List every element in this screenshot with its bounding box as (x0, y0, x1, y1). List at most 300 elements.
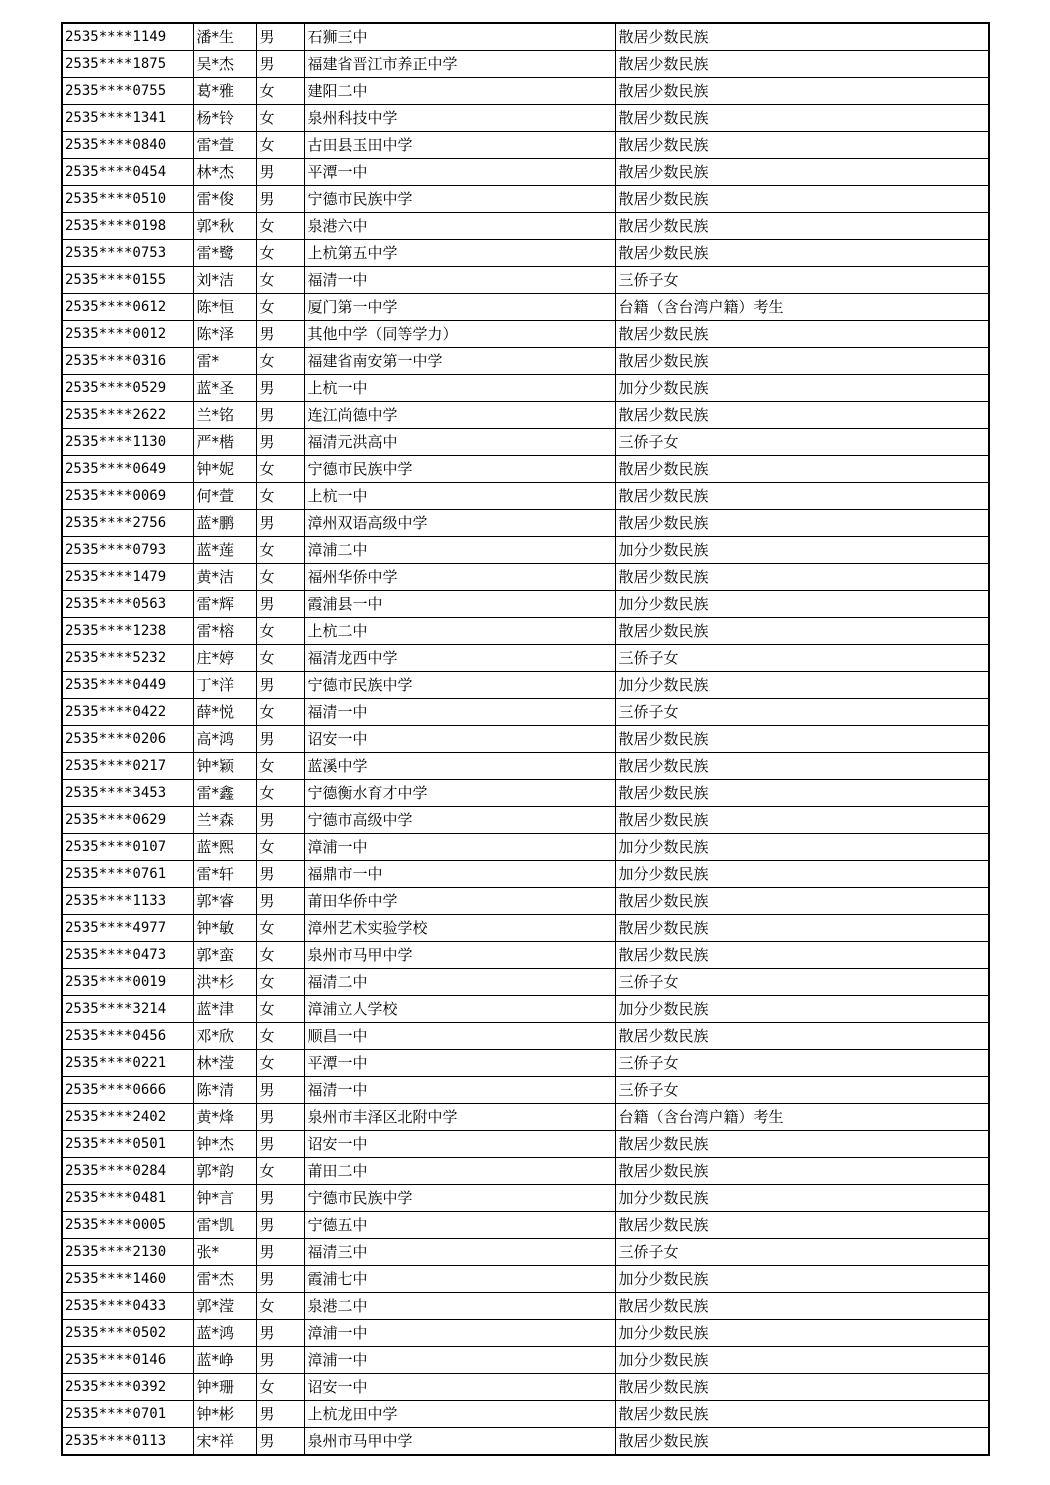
candidate-name-cell: 钟*彬 (193, 1401, 256, 1428)
candidate-category-cell: 三侨子女 (615, 429, 989, 456)
candidate-id-cell: 2535****0502 (62, 1320, 193, 1347)
candidate-category-cell: 三侨子女 (615, 645, 989, 672)
candidate-name-cell: 刘*洁 (193, 267, 256, 294)
candidate-school-cell: 莆田华侨中学 (304, 888, 615, 915)
candidate-id-cell: 2535****0456 (62, 1023, 193, 1050)
candidate-id-cell: 2535****2756 (62, 510, 193, 537)
table-row (62, 861, 989, 888)
table-row (62, 105, 989, 132)
candidate-gender-cell: 女 (256, 834, 304, 861)
candidate-gender-cell: 女 (256, 456, 304, 483)
candidate-school-cell: 漳州艺术实验学校 (304, 915, 615, 942)
candidate-school-cell: 上杭一中 (304, 375, 615, 402)
candidate-gender-cell: 男 (256, 1185, 304, 1212)
candidate-category-cell: 散居少数民族 (615, 564, 989, 591)
table-row (62, 834, 989, 861)
candidate-id-cell: 2535****0529 (62, 375, 193, 402)
candidate-school-cell: 福清一中 (304, 267, 615, 294)
candidate-gender-cell: 男 (256, 807, 304, 834)
candidate-school-cell: 上杭一中 (304, 483, 615, 510)
candidate-gender-cell: 男 (256, 429, 304, 456)
candidate-id-cell: 2535****0701 (62, 1401, 193, 1428)
candidate-category-cell: 三侨子女 (615, 267, 989, 294)
candidate-id-cell: 2535****1133 (62, 888, 193, 915)
candidate-gender-cell: 男 (256, 1401, 304, 1428)
candidate-id-cell: 2535****0510 (62, 186, 193, 213)
candidate-name-cell: 钟*妮 (193, 456, 256, 483)
table-row (62, 969, 989, 996)
candidate-table-body (62, 23, 989, 1455)
table-row (62, 132, 989, 159)
candidate-category-cell: 散居少数民族 (615, 51, 989, 78)
candidate-name-cell: 庄*婷 (193, 645, 256, 672)
candidate-id-cell: 2535****0454 (62, 159, 193, 186)
table-row (62, 1131, 989, 1158)
candidate-category-cell: 散居少数民族 (615, 105, 989, 132)
candidate-name-cell: 严*楷 (193, 429, 256, 456)
candidate-category-cell: 散居少数民族 (615, 402, 989, 429)
table-row (62, 375, 989, 402)
candidate-id-cell: 2535****1130 (62, 429, 193, 456)
candidate-category-cell: 加分少数民族 (615, 996, 989, 1023)
candidate-id-cell: 2535****0316 (62, 348, 193, 375)
candidate-gender-cell: 女 (256, 753, 304, 780)
candidate-id-cell: 2535****0284 (62, 1158, 193, 1185)
table-row (62, 402, 989, 429)
candidate-category-cell: 散居少数民族 (615, 456, 989, 483)
candidate-id-cell: 2535****0221 (62, 1050, 193, 1077)
candidate-id-cell: 2535****0753 (62, 240, 193, 267)
candidate-gender-cell: 女 (256, 1293, 304, 1320)
candidate-gender-cell: 男 (256, 23, 304, 51)
candidate-school-cell: 漳州双语高级中学 (304, 510, 615, 537)
candidate-id-cell: 2535****4977 (62, 915, 193, 942)
candidate-school-cell: 泉州市马甲中学 (304, 1428, 615, 1456)
candidate-category-cell: 台籍（含台湾户籍）考生 (615, 1104, 989, 1131)
candidate-name-cell: 雷*俊 (193, 186, 256, 213)
table-row (62, 1023, 989, 1050)
candidate-school-cell: 泉州市丰泽区北附中学 (304, 1104, 615, 1131)
table-row (62, 942, 989, 969)
candidate-id-cell: 2535****0612 (62, 294, 193, 321)
candidate-gender-cell: 女 (256, 294, 304, 321)
candidate-school-cell: 泉港二中 (304, 1293, 615, 1320)
table-row (62, 618, 989, 645)
candidate-gender-cell: 男 (256, 591, 304, 618)
candidate-school-cell: 福州华侨中学 (304, 564, 615, 591)
candidate-school-cell: 宁德市高级中学 (304, 807, 615, 834)
candidate-gender-cell: 男 (256, 672, 304, 699)
candidate-id-cell: 2535****2402 (62, 1104, 193, 1131)
candidate-category-cell: 散居少数民族 (615, 1131, 989, 1158)
candidate-table (61, 22, 990, 1456)
table-row (62, 213, 989, 240)
candidate-category-cell: 加分少数民族 (615, 591, 989, 618)
table-row (62, 1347, 989, 1374)
candidate-gender-cell: 男 (256, 726, 304, 753)
candidate-gender-cell: 女 (256, 105, 304, 132)
candidate-id-cell: 2535****1149 (62, 23, 193, 51)
candidate-id-cell: 2535****0113 (62, 1428, 193, 1456)
candidate-name-cell: 兰*森 (193, 807, 256, 834)
candidate-id-cell: 2535****0217 (62, 753, 193, 780)
candidate-gender-cell: 男 (256, 1266, 304, 1293)
table-row (62, 591, 989, 618)
table-row (62, 1212, 989, 1239)
candidate-category-cell: 散居少数民族 (615, 1428, 989, 1456)
candidate-gender-cell: 女 (256, 1374, 304, 1401)
candidate-name-cell: 郭*滢 (193, 1293, 256, 1320)
candidate-category-cell: 加分少数民族 (615, 1347, 989, 1374)
candidate-school-cell: 宁德市民族中学 (304, 456, 615, 483)
candidate-id-cell: 2535****0449 (62, 672, 193, 699)
candidate-id-cell: 2535****2622 (62, 402, 193, 429)
candidate-name-cell: 雷*鹭 (193, 240, 256, 267)
table-row (62, 753, 989, 780)
candidate-id-cell: 2535****0473 (62, 942, 193, 969)
candidate-name-cell: 郭*蛮 (193, 942, 256, 969)
table-row (62, 915, 989, 942)
candidate-name-cell: 邓*欣 (193, 1023, 256, 1050)
candidate-school-cell: 上杭龙田中学 (304, 1401, 615, 1428)
candidate-category-cell: 散居少数民族 (615, 1293, 989, 1320)
candidate-name-cell: 杨*铃 (193, 105, 256, 132)
table-row (62, 645, 989, 672)
candidate-name-cell: 蓝*鹏 (193, 510, 256, 537)
candidate-name-cell: 钟*珊 (193, 1374, 256, 1401)
candidate-name-cell: 高*鸿 (193, 726, 256, 753)
candidate-name-cell: 蓝*峥 (193, 1347, 256, 1374)
candidate-id-cell: 2535****1238 (62, 618, 193, 645)
candidate-category-cell: 散居少数民族 (615, 186, 989, 213)
candidate-gender-cell: 男 (256, 1347, 304, 1374)
candidate-name-cell: 蓝*鸿 (193, 1320, 256, 1347)
candidate-id-cell: 2535****3453 (62, 780, 193, 807)
table-row (62, 78, 989, 105)
candidate-name-cell: 蓝*圣 (193, 375, 256, 402)
candidate-school-cell: 福清元洪高中 (304, 429, 615, 456)
candidate-id-cell: 2535****0069 (62, 483, 193, 510)
candidate-id-cell: 2535****1875 (62, 51, 193, 78)
candidate-name-cell: 郭*韵 (193, 1158, 256, 1185)
candidate-category-cell: 散居少数民族 (615, 1401, 989, 1428)
candidate-gender-cell: 女 (256, 1023, 304, 1050)
candidate-id-cell: 2535****5232 (62, 645, 193, 672)
candidate-gender-cell: 女 (256, 213, 304, 240)
candidate-category-cell: 散居少数民族 (615, 23, 989, 51)
candidate-school-cell: 福建省南安第一中学 (304, 348, 615, 375)
candidate-school-cell: 福清三中 (304, 1239, 615, 1266)
candidate-school-cell: 漳浦立人学校 (304, 996, 615, 1023)
candidate-id-cell: 2535****1341 (62, 105, 193, 132)
candidate-category-cell: 台籍（含台湾户籍）考生 (615, 294, 989, 321)
candidate-name-cell: 钟*敏 (193, 915, 256, 942)
table-row (62, 1239, 989, 1266)
table-row (62, 240, 989, 267)
candidate-school-cell: 平潭一中 (304, 159, 615, 186)
table-row (62, 1185, 989, 1212)
table-row (62, 456, 989, 483)
candidate-gender-cell: 女 (256, 483, 304, 510)
candidate-school-cell: 厦门第一中学 (304, 294, 615, 321)
candidate-school-cell: 霞浦县一中 (304, 591, 615, 618)
candidate-school-cell: 福鼎市一中 (304, 861, 615, 888)
table-row (62, 1374, 989, 1401)
candidate-name-cell: 钟*颖 (193, 753, 256, 780)
candidate-gender-cell: 女 (256, 996, 304, 1023)
candidate-category-cell: 散居少数民族 (615, 942, 989, 969)
candidate-id-cell: 2535****0107 (62, 834, 193, 861)
candidate-school-cell: 福清一中 (304, 1077, 615, 1104)
table-row (62, 321, 989, 348)
candidate-school-cell: 蓝溪中学 (304, 753, 615, 780)
table-row (62, 672, 989, 699)
candidate-name-cell: 林*杰 (193, 159, 256, 186)
candidate-gender-cell: 女 (256, 348, 304, 375)
candidate-id-cell: 2535****0392 (62, 1374, 193, 1401)
candidate-gender-cell: 女 (256, 618, 304, 645)
candidate-category-cell: 加分少数民族 (615, 1320, 989, 1347)
table-row (62, 483, 989, 510)
candidate-school-cell: 莆田二中 (304, 1158, 615, 1185)
candidate-id-cell: 2535****0155 (62, 267, 193, 294)
table-row (62, 996, 989, 1023)
table-row (62, 267, 989, 294)
candidate-name-cell: 薛*悦 (193, 699, 256, 726)
candidate-name-cell: 蓝*熙 (193, 834, 256, 861)
table-row (62, 807, 989, 834)
candidate-school-cell: 泉州市马甲中学 (304, 942, 615, 969)
candidate-school-cell: 上杭第五中学 (304, 240, 615, 267)
candidate-name-cell: 张* (193, 1239, 256, 1266)
candidate-school-cell: 漳浦二中 (304, 537, 615, 564)
candidate-category-cell: 散居少数民族 (615, 213, 989, 240)
candidate-category-cell: 三侨子女 (615, 699, 989, 726)
candidate-name-cell: 郭*秋 (193, 213, 256, 240)
candidate-school-cell: 顺昌一中 (304, 1023, 615, 1050)
document-table-container (61, 22, 988, 1456)
candidate-school-cell: 漳浦一中 (304, 1347, 615, 1374)
candidate-gender-cell: 女 (256, 645, 304, 672)
candidate-name-cell: 陈*泽 (193, 321, 256, 348)
table-row (62, 699, 989, 726)
candidate-category-cell: 加分少数民族 (615, 1266, 989, 1293)
candidate-category-cell: 加分少数民族 (615, 834, 989, 861)
candidate-name-cell: 葛*雅 (193, 78, 256, 105)
candidate-category-cell: 散居少数民族 (615, 807, 989, 834)
candidate-school-cell: 福清龙西中学 (304, 645, 615, 672)
candidate-name-cell: 林*滢 (193, 1050, 256, 1077)
candidate-school-cell: 诏安一中 (304, 726, 615, 753)
candidate-category-cell: 散居少数民族 (615, 1158, 989, 1185)
candidate-gender-cell: 女 (256, 537, 304, 564)
candidate-school-cell: 福建省晋江市养正中学 (304, 51, 615, 78)
candidate-name-cell: 陈*清 (193, 1077, 256, 1104)
candidate-gender-cell: 女 (256, 942, 304, 969)
candidate-category-cell: 散居少数民族 (615, 483, 989, 510)
table-row (62, 294, 989, 321)
table-row (62, 51, 989, 78)
candidate-category-cell: 散居少数民族 (615, 1023, 989, 1050)
candidate-gender-cell: 女 (256, 78, 304, 105)
candidate-gender-cell: 男 (256, 1428, 304, 1456)
candidate-school-cell: 平潭一中 (304, 1050, 615, 1077)
candidate-category-cell: 散居少数民族 (615, 510, 989, 537)
candidate-id-cell: 2535****0840 (62, 132, 193, 159)
candidate-school-cell: 建阳二中 (304, 78, 615, 105)
candidate-id-cell: 2535****0761 (62, 861, 193, 888)
candidate-gender-cell: 男 (256, 1320, 304, 1347)
candidate-name-cell: 洪*杉 (193, 969, 256, 996)
candidate-id-cell: 2535****1460 (62, 1266, 193, 1293)
candidate-category-cell: 加分少数民族 (615, 861, 989, 888)
candidate-id-cell: 2535****0481 (62, 1185, 193, 1212)
table-row (62, 348, 989, 375)
candidate-name-cell: 蓝*莲 (193, 537, 256, 564)
candidate-category-cell: 散居少数民族 (615, 618, 989, 645)
candidate-school-cell: 上杭二中 (304, 618, 615, 645)
candidate-name-cell: 雷*辉 (193, 591, 256, 618)
candidate-gender-cell: 男 (256, 888, 304, 915)
candidate-category-cell: 散居少数民族 (615, 78, 989, 105)
candidate-school-cell: 霞浦七中 (304, 1266, 615, 1293)
candidate-id-cell: 2535****0563 (62, 591, 193, 618)
candidate-name-cell: 钟*杰 (193, 1131, 256, 1158)
candidate-gender-cell: 男 (256, 159, 304, 186)
candidate-name-cell: 宋*祥 (193, 1428, 256, 1456)
candidate-name-cell: 黄*烽 (193, 1104, 256, 1131)
table-row (62, 1401, 989, 1428)
candidate-name-cell: 钟*言 (193, 1185, 256, 1212)
candidate-category-cell: 三侨子女 (615, 1077, 989, 1104)
candidate-school-cell: 泉港六中 (304, 213, 615, 240)
candidate-category-cell: 散居少数民族 (615, 780, 989, 807)
candidate-name-cell: 潘*生 (193, 23, 256, 51)
candidate-gender-cell: 女 (256, 969, 304, 996)
candidate-school-cell: 连江尚德中学 (304, 402, 615, 429)
candidate-name-cell: 雷*凯 (193, 1212, 256, 1239)
candidate-gender-cell: 男 (256, 321, 304, 348)
candidate-category-cell: 散居少数民族 (615, 726, 989, 753)
candidate-school-cell: 诏安一中 (304, 1131, 615, 1158)
table-row (62, 1050, 989, 1077)
candidate-gender-cell: 男 (256, 1239, 304, 1266)
candidate-category-cell: 加分少数民族 (615, 375, 989, 402)
candidate-category-cell: 散居少数民族 (615, 915, 989, 942)
candidate-category-cell: 加分少数民族 (615, 672, 989, 699)
candidate-school-cell: 古田县玉田中学 (304, 132, 615, 159)
candidate-name-cell: 雷*轩 (193, 861, 256, 888)
candidate-category-cell: 三侨子女 (615, 1239, 989, 1266)
candidate-name-cell: 雷* (193, 348, 256, 375)
candidate-category-cell: 加分少数民族 (615, 1185, 989, 1212)
table-row (62, 726, 989, 753)
candidate-category-cell: 散居少数民族 (615, 159, 989, 186)
candidate-gender-cell: 女 (256, 267, 304, 294)
candidate-name-cell: 蓝*津 (193, 996, 256, 1023)
table-row (62, 1320, 989, 1347)
candidate-name-cell: 何*萱 (193, 483, 256, 510)
candidate-id-cell: 2535****0422 (62, 699, 193, 726)
table-row (62, 1077, 989, 1104)
candidate-gender-cell: 女 (256, 564, 304, 591)
table-row (62, 537, 989, 564)
candidate-name-cell: 雷*杰 (193, 1266, 256, 1293)
candidate-id-cell: 2535****2130 (62, 1239, 193, 1266)
candidate-gender-cell: 女 (256, 699, 304, 726)
candidate-gender-cell: 女 (256, 1158, 304, 1185)
table-row (62, 1104, 989, 1131)
candidate-category-cell: 散居少数民族 (615, 348, 989, 375)
candidate-name-cell: 郭*睿 (193, 888, 256, 915)
candidate-gender-cell: 男 (256, 51, 304, 78)
candidate-id-cell: 2535****1479 (62, 564, 193, 591)
candidate-id-cell: 2535****0019 (62, 969, 193, 996)
candidate-gender-cell: 男 (256, 1131, 304, 1158)
candidate-school-cell: 石狮三中 (304, 23, 615, 51)
table-row (62, 186, 989, 213)
candidate-id-cell: 2535****0005 (62, 1212, 193, 1239)
candidate-school-cell: 宁德衡水育才中学 (304, 780, 615, 807)
candidate-id-cell: 2535****0012 (62, 321, 193, 348)
candidate-gender-cell: 男 (256, 1077, 304, 1104)
candidate-id-cell: 2535****0146 (62, 1347, 193, 1374)
candidate-school-cell: 福清二中 (304, 969, 615, 996)
candidate-gender-cell: 女 (256, 915, 304, 942)
candidate-name-cell: 黄*洁 (193, 564, 256, 591)
table-row (62, 888, 989, 915)
table-row (62, 1428, 989, 1456)
candidate-school-cell: 福清一中 (304, 699, 615, 726)
candidate-id-cell: 2535****0649 (62, 456, 193, 483)
candidate-id-cell: 2535****0755 (62, 78, 193, 105)
table-row (62, 564, 989, 591)
table-row (62, 1158, 989, 1185)
candidate-category-cell: 散居少数民族 (615, 1212, 989, 1239)
candidate-id-cell: 2535****0666 (62, 1077, 193, 1104)
candidate-category-cell: 散居少数民族 (615, 888, 989, 915)
candidate-gender-cell: 男 (256, 375, 304, 402)
candidate-gender-cell: 女 (256, 240, 304, 267)
candidate-school-cell: 宁德市民族中学 (304, 672, 615, 699)
candidate-school-cell: 宁德市民族中学 (304, 1185, 615, 1212)
candidate-gender-cell: 男 (256, 1212, 304, 1239)
candidate-id-cell: 2535****0433 (62, 1293, 193, 1320)
candidate-name-cell: 雷*鑫 (193, 780, 256, 807)
candidate-category-cell: 加分少数民族 (615, 537, 989, 564)
candidate-gender-cell: 女 (256, 132, 304, 159)
candidate-gender-cell: 女 (256, 1050, 304, 1077)
candidate-gender-cell: 男 (256, 402, 304, 429)
candidate-category-cell: 散居少数民族 (615, 240, 989, 267)
table-row (62, 780, 989, 807)
table-row (62, 1293, 989, 1320)
candidate-school-cell: 诏安一中 (304, 1374, 615, 1401)
candidate-school-cell: 泉州科技中学 (304, 105, 615, 132)
candidate-id-cell: 2535****0629 (62, 807, 193, 834)
candidate-category-cell: 散居少数民族 (615, 753, 989, 780)
candidate-school-cell: 宁德市民族中学 (304, 186, 615, 213)
table-row (62, 429, 989, 456)
candidate-category-cell: 散居少数民族 (615, 1374, 989, 1401)
candidate-category-cell: 三侨子女 (615, 1050, 989, 1077)
candidate-name-cell: 吴*杰 (193, 51, 256, 78)
candidate-gender-cell: 男 (256, 510, 304, 537)
candidate-gender-cell: 男 (256, 1104, 304, 1131)
candidate-school-cell: 其他中学（同等学力） (304, 321, 615, 348)
candidate-name-cell: 雷*榕 (193, 618, 256, 645)
candidate-gender-cell: 男 (256, 861, 304, 888)
